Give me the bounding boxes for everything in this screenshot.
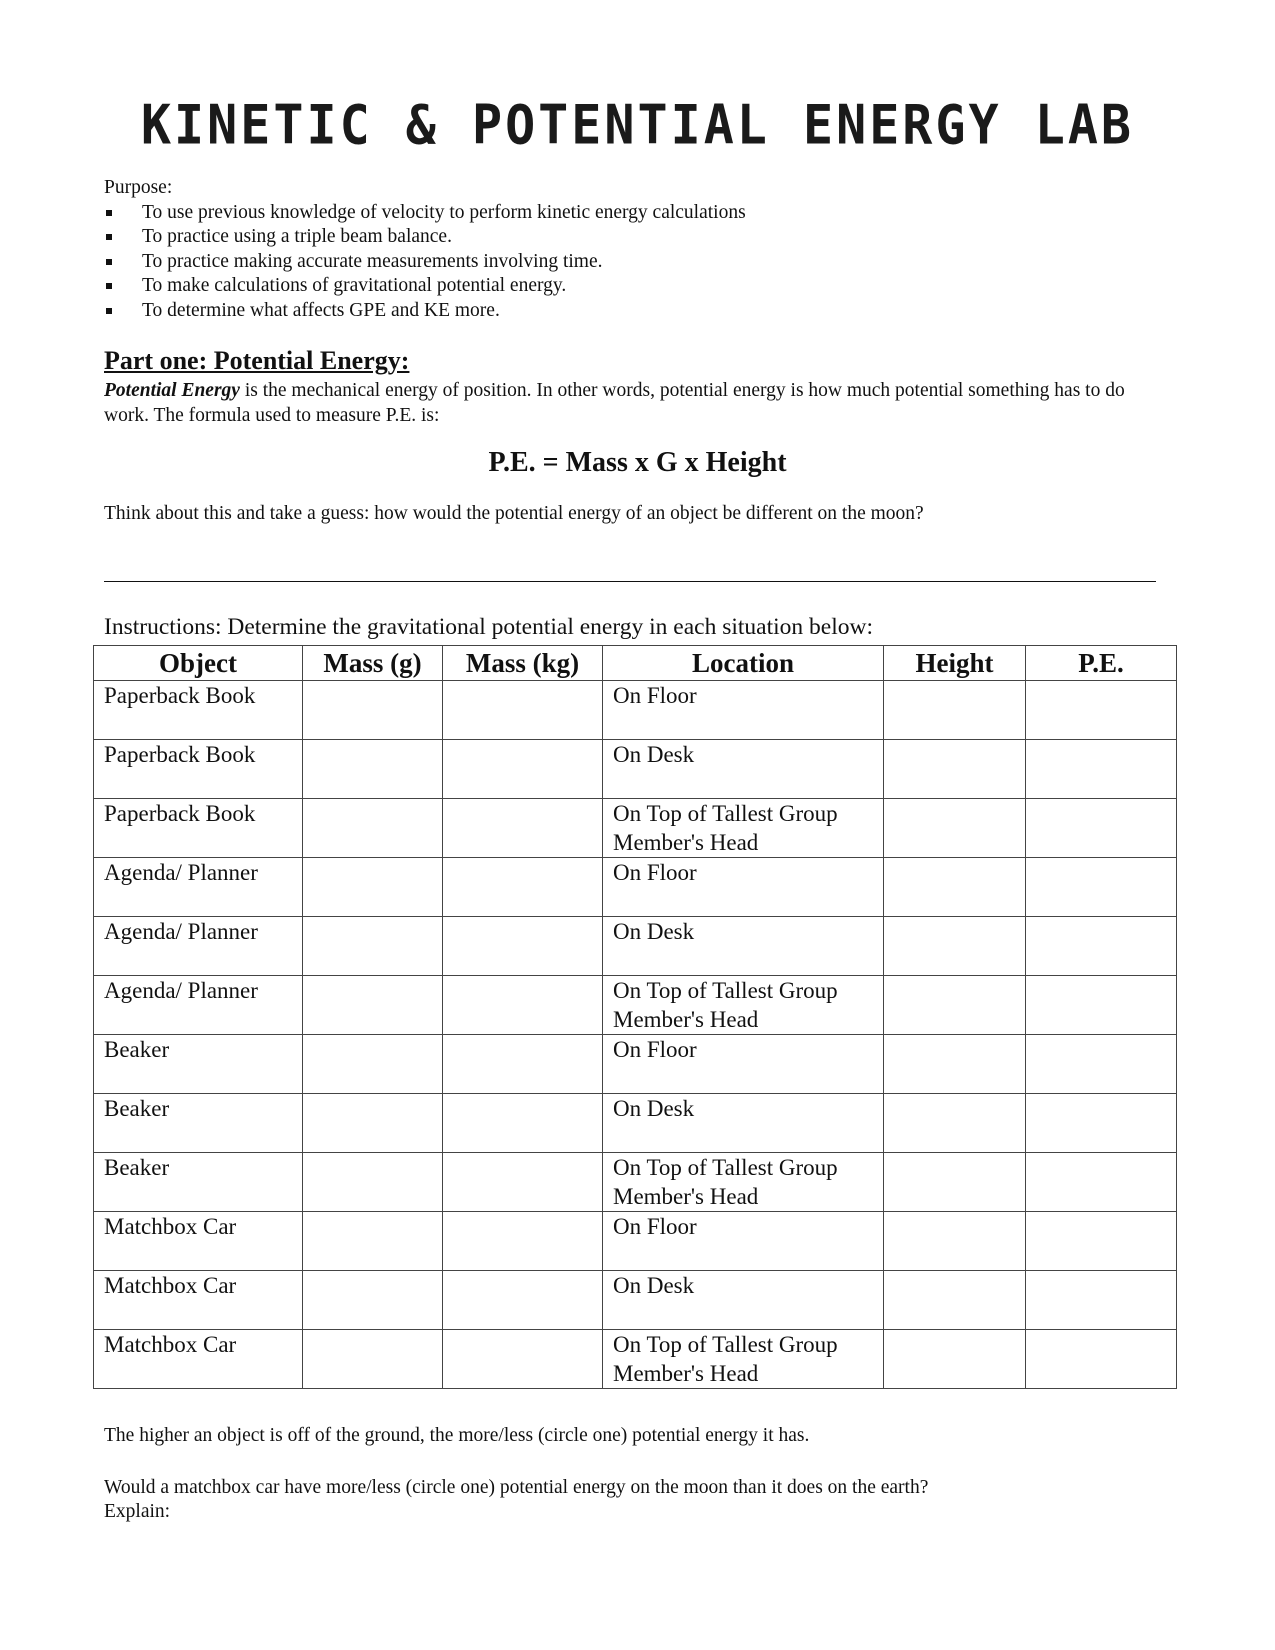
table-header-row <box>94 646 1177 681</box>
location-cell: On Top of Tallest Group Member's Head <box>603 799 884 858</box>
header-height: Height <box>884 646 1026 681</box>
table-row <box>94 1035 1177 1094</box>
purpose-label: Purpose: <box>104 177 173 198</box>
pe-cell[interactable] <box>1026 1153 1177 1212</box>
part-one-heading: Part one: Potential Energy: <box>104 346 410 375</box>
pe-cell[interactable] <box>1026 1212 1177 1271</box>
height-cell[interactable] <box>884 976 1026 1035</box>
object-cell: Beaker <box>94 1094 303 1153</box>
location-cell: On Desk <box>603 1094 884 1153</box>
page-title: KINETIC & POTENTIAL ENERGY LAB <box>140 93 1135 157</box>
object-cell: Matchbox Car <box>94 1330 303 1389</box>
mass-kg-cell[interactable] <box>443 740 603 799</box>
object-cell: Agenda/ Planner <box>94 858 303 917</box>
header-mass-kg: Mass (kg) <box>443 646 603 681</box>
pe-cell[interactable] <box>1026 1094 1177 1153</box>
table-row <box>94 976 1177 1035</box>
pe-cell[interactable] <box>1026 917 1177 976</box>
height-cell[interactable] <box>884 681 1026 740</box>
potential-energy-definition: Potential Energy is the mechanical energy of position. In other words, potential energy is how much potential something has to do work. The formula used to measure P.E. is: <box>104 380 1125 426</box>
mass-g-cell[interactable] <box>303 858 443 917</box>
mass-g-cell[interactable] <box>303 681 443 740</box>
table-instructions: Instructions: Determine the gravitational potential energy in each situation below: <box>104 614 873 640</box>
purpose-item: To practice using a triple beam balance. <box>104 225 746 250</box>
mass-kg-cell[interactable] <box>443 917 603 976</box>
mass-g-cell[interactable] <box>303 1153 443 1212</box>
height-cell[interactable] <box>884 1094 1026 1153</box>
purpose-list <box>104 201 746 324</box>
header-object: Object <box>94 646 303 681</box>
mass-g-cell[interactable] <box>303 1271 443 1330</box>
height-cell[interactable] <box>884 1153 1026 1212</box>
pe-cell[interactable] <box>1026 681 1177 740</box>
mass-kg-cell[interactable] <box>443 1212 603 1271</box>
pe-cell[interactable] <box>1026 1035 1177 1094</box>
object-cell: Paperback Book <box>94 740 303 799</box>
mass-kg-cell[interactable] <box>443 858 603 917</box>
table-row <box>94 917 1177 976</box>
mass-kg-cell[interactable] <box>443 1330 603 1389</box>
square-bullet-icon <box>106 210 112 216</box>
purpose-item: To practice making accurate measurements involving time. <box>104 250 746 275</box>
pe-cell[interactable] <box>1026 1271 1177 1330</box>
object-cell: Agenda/ Planner <box>94 976 303 1035</box>
header-pe: P.E. <box>1026 646 1177 681</box>
location-cell: On Floor <box>603 858 884 917</box>
mass-kg-cell[interactable] <box>443 681 603 740</box>
location-cell: On Top of Tallest Group Member's Head <box>603 1153 884 1212</box>
pe-cell[interactable] <box>1026 858 1177 917</box>
mass-kg-cell[interactable] <box>443 1153 603 1212</box>
header-mass-g: Mass (g) <box>303 646 443 681</box>
object-cell: Agenda/ Planner <box>94 917 303 976</box>
object-cell: Beaker <box>94 1153 303 1212</box>
height-question: The higher an object is off of the ground, the more/less (circle one) potential energy it has. <box>104 1425 810 1446</box>
table-row <box>94 1271 1177 1330</box>
height-cell[interactable] <box>884 1035 1026 1094</box>
object-cell: Beaker <box>94 1035 303 1094</box>
location-cell: On Floor <box>603 681 884 740</box>
mass-g-cell[interactable] <box>303 1330 443 1389</box>
moon-question: Would a matchbox car have more/less (circle one) potential energy on the moon than it does on the earth? Explain: <box>104 1477 929 1522</box>
mass-kg-cell[interactable] <box>443 1035 603 1094</box>
pe-cell[interactable] <box>1026 1330 1177 1389</box>
height-cell[interactable] <box>884 740 1026 799</box>
table-row <box>94 1330 1177 1389</box>
mass-kg-cell[interactable] <box>443 1094 603 1153</box>
height-cell[interactable] <box>884 799 1026 858</box>
location-cell: On Top of Tallest Group Member's Head <box>603 976 884 1035</box>
object-cell: Matchbox Car <box>94 1271 303 1330</box>
mass-g-cell[interactable] <box>303 799 443 858</box>
mass-kg-cell[interactable] <box>443 1271 603 1330</box>
location-cell: On Floor <box>603 1212 884 1271</box>
table-row <box>94 1094 1177 1153</box>
mass-g-cell[interactable] <box>303 917 443 976</box>
square-bullet-icon <box>106 283 112 289</box>
pe-cell[interactable] <box>1026 740 1177 799</box>
square-bullet-icon <box>106 259 112 265</box>
mass-g-cell[interactable] <box>303 1094 443 1153</box>
height-cell[interactable] <box>884 917 1026 976</box>
object-cell: Paperback Book <box>94 681 303 740</box>
height-cell[interactable] <box>884 858 1026 917</box>
location-cell: On Desk <box>603 1271 884 1330</box>
pe-cell[interactable] <box>1026 799 1177 858</box>
height-cell[interactable] <box>884 1271 1026 1330</box>
mass-kg-cell[interactable] <box>443 799 603 858</box>
square-bullet-icon <box>106 308 112 314</box>
answer-line[interactable] <box>104 581 1156 582</box>
explain-label: Explain: <box>104 1501 171 1522</box>
potential-energy-term: Potential Energy <box>104 380 240 401</box>
mass-g-cell[interactable] <box>303 1212 443 1271</box>
location-cell: On Desk <box>603 917 884 976</box>
purpose-item: To use previous knowledge of velocity to perform kinetic energy calculations <box>104 201 746 226</box>
table-row <box>94 858 1177 917</box>
mass-g-cell[interactable] <box>303 1035 443 1094</box>
table-row <box>94 1212 1177 1271</box>
purpose-item: To make calculations of gravitational potential energy. <box>104 274 746 299</box>
object-cell: Paperback Book <box>94 799 303 858</box>
header-location: Location <box>603 646 884 681</box>
table-row <box>94 1153 1177 1212</box>
mass-kg-cell[interactable] <box>443 976 603 1035</box>
square-bullet-icon <box>106 234 112 240</box>
pe-formula: P.E. = Mass x G x Height <box>488 447 787 478</box>
location-cell: On Desk <box>603 740 884 799</box>
moon-guess-question: Think about this and take a guess: how would the potential energy of an object be different on the moon? <box>104 503 924 524</box>
gpe-table <box>93 645 1177 1389</box>
table-row <box>94 740 1177 799</box>
location-cell: On Floor <box>603 1035 884 1094</box>
purpose-item: To determine what affects GPE and KE more. <box>104 299 746 324</box>
table-row <box>94 799 1177 858</box>
table-row <box>94 681 1177 740</box>
pe-cell[interactable] <box>1026 976 1177 1035</box>
mass-g-cell[interactable] <box>303 976 443 1035</box>
height-cell[interactable] <box>884 1330 1026 1389</box>
height-cell[interactable] <box>884 1212 1026 1271</box>
purpose-section <box>104 176 746 323</box>
location-cell: On Top of Tallest Group Member's Head <box>603 1330 884 1389</box>
object-cell: Matchbox Car <box>94 1212 303 1271</box>
mass-g-cell[interactable] <box>303 740 443 799</box>
